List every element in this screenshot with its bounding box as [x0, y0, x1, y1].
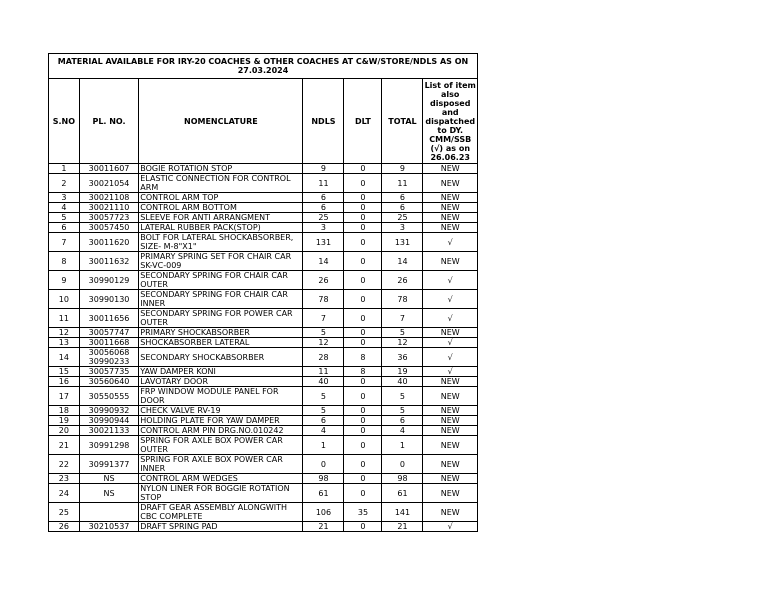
cell-ndls: 0 — [303, 455, 344, 474]
table-row — [49, 174, 478, 193]
cell-total: 0 — [382, 455, 423, 474]
cell-ndls: 78 — [303, 290, 344, 309]
cell-nomenclature: NYLON LINER FOR BOGGIE ROTATION STOP — [139, 484, 303, 503]
cell-ndls: 40 — [303, 377, 344, 387]
cell-ndls: 9 — [303, 164, 344, 174]
cell-total: 25 — [382, 213, 423, 223]
cell-sno: 19 — [49, 416, 80, 426]
material-table — [48, 53, 478, 532]
cell-remark: NEW — [423, 436, 478, 455]
cell-dlt: 8 — [344, 367, 382, 377]
cell-remark: √ — [423, 290, 478, 309]
cell-remark: NEW — [423, 503, 478, 522]
cell-remark: NEW — [423, 252, 478, 271]
cell-plno: 30021108 — [79, 193, 139, 203]
table-row — [49, 522, 478, 532]
table-row — [49, 328, 478, 338]
cell-plno: 30021054 — [79, 174, 139, 193]
cell-ndls: 25 — [303, 213, 344, 223]
table-row — [49, 271, 478, 290]
cell-nomenclature: CONTROL ARM PIN DRG.NO.010242 — [139, 426, 303, 436]
cell-remark: √ — [423, 348, 478, 367]
cell-total: 36 — [382, 348, 423, 367]
table-row — [49, 455, 478, 474]
cell-nomenclature: SPRING FOR AXLE BOX POWER CAR OUTER — [139, 436, 303, 455]
cell-nomenclature: SPRING FOR AXLE BOX POWER CAR INNER — [139, 455, 303, 474]
table-row — [49, 338, 478, 348]
cell-nomenclature: BOGIE ROTATION STOP — [139, 164, 303, 174]
cell-sno: 21 — [49, 436, 80, 455]
table-row — [49, 193, 478, 203]
cell-dlt: 0 — [344, 522, 382, 532]
cell-sno: 3 — [49, 193, 80, 203]
cell-total: 5 — [382, 406, 423, 416]
table-row — [49, 387, 478, 406]
cell-total: 6 — [382, 203, 423, 213]
cell-sno: 1 — [49, 164, 80, 174]
cell-nomenclature: SECONDARY SPRING FOR CHAIR CAR OUTER — [139, 271, 303, 290]
cell-total: 78 — [382, 290, 423, 309]
cell-nomenclature: PRIMARY SHOCKABSORBER — [139, 328, 303, 338]
cell-remark: NEW — [423, 387, 478, 406]
table-body — [49, 164, 478, 532]
cell-plno: 30990932 — [79, 406, 139, 416]
cell-nomenclature: CONTROL ARM TOP — [139, 193, 303, 203]
cell-ndls: 6 — [303, 416, 344, 426]
cell-sno: 14 — [49, 348, 80, 367]
cell-total: 14 — [382, 252, 423, 271]
cell-dlt: 0 — [344, 213, 382, 223]
cell-ndls: 12 — [303, 338, 344, 348]
cell-dlt: 0 — [344, 338, 382, 348]
cell-ndls: 61 — [303, 484, 344, 503]
cell-sno: 24 — [49, 484, 80, 503]
cell-sno: 9 — [49, 271, 80, 290]
cell-dlt: 0 — [344, 193, 382, 203]
cell-nomenclature: CONTROL ARM BOTTOM — [139, 203, 303, 213]
header-dlt: DLT — [344, 79, 382, 164]
cell-nomenclature: CONTROL ARM WEDGES — [139, 474, 303, 484]
cell-remark: NEW — [423, 174, 478, 193]
header-sno: S.NO — [49, 79, 80, 164]
cell-plno: 30021133 — [79, 426, 139, 436]
cell-dlt: 0 — [344, 426, 382, 436]
cell-ndls: 4 — [303, 426, 344, 436]
cell-sno: 5 — [49, 213, 80, 223]
cell-nomenclature: SHOCKABSORBER LATERAL — [139, 338, 303, 348]
cell-sno: 20 — [49, 426, 80, 436]
table-row — [49, 503, 478, 522]
cell-dlt: 0 — [344, 290, 382, 309]
cell-sno: 16 — [49, 377, 80, 387]
cell-plno: NS — [79, 474, 139, 484]
table-row — [49, 377, 478, 387]
table-row — [49, 426, 478, 436]
cell-ndls: 6 — [303, 193, 344, 203]
cell-plno: 30011607 — [79, 164, 139, 174]
cell-nomenclature: DRAFT SPRING PAD — [139, 522, 303, 532]
cell-ndls: 1 — [303, 436, 344, 455]
header-total: TOTAL — [382, 79, 423, 164]
cell-total: 131 — [382, 233, 423, 252]
cell-plno: 30990944 — [79, 416, 139, 426]
cell-remark: √ — [423, 271, 478, 290]
cell-sno: 10 — [49, 290, 80, 309]
cell-remark: √ — [423, 233, 478, 252]
table-row — [49, 406, 478, 416]
cell-total: 98 — [382, 474, 423, 484]
cell-dlt: 0 — [344, 484, 382, 503]
cell-total: 141 — [382, 503, 423, 522]
cell-remark: √ — [423, 338, 478, 348]
cell-sno: 17 — [49, 387, 80, 406]
cell-nomenclature: LAVOTARY DOOR — [139, 377, 303, 387]
cell-remark: NEW — [423, 164, 478, 174]
cell-sno: 4 — [49, 203, 80, 213]
cell-remark: NEW — [423, 203, 478, 213]
cell-dlt: 0 — [344, 328, 382, 338]
cell-dlt: 35 — [344, 503, 382, 522]
cell-total: 9 — [382, 164, 423, 174]
cell-total: 19 — [382, 367, 423, 377]
cell-dlt: 0 — [344, 436, 382, 455]
cell-plno: 30057723 — [79, 213, 139, 223]
cell-nomenclature: LATERAL RUBBER PACK(STOP) — [139, 223, 303, 233]
cell-dlt: 0 — [344, 252, 382, 271]
cell-total: 12 — [382, 338, 423, 348]
cell-dlt: 0 — [344, 233, 382, 252]
cell-sno: 22 — [49, 455, 80, 474]
table-row — [49, 367, 478, 377]
cell-nomenclature: SECONDARY SPRING FOR CHAIR CAR INNER — [139, 290, 303, 309]
cell-plno: NS — [79, 484, 139, 503]
cell-plno: 30990129 — [79, 271, 139, 290]
cell-sno: 7 — [49, 233, 80, 252]
cell-ndls: 131 — [303, 233, 344, 252]
cell-total: 7 — [382, 309, 423, 328]
table-row — [49, 290, 478, 309]
cell-total: 1 — [382, 436, 423, 455]
cell-sno: 12 — [49, 328, 80, 338]
cell-remark: NEW — [423, 213, 478, 223]
table-row — [49, 213, 478, 223]
table-row — [49, 164, 478, 174]
cell-dlt: 8 — [344, 348, 382, 367]
cell-nomenclature: FRP WINDOW MODULE PANEL FOR DOOR — [139, 387, 303, 406]
cell-sno: 2 — [49, 174, 80, 193]
cell-dlt: 0 — [344, 309, 382, 328]
table-row — [49, 484, 478, 503]
cell-sno: 13 — [49, 338, 80, 348]
cell-ndls: 6 — [303, 203, 344, 213]
cell-ndls: 11 — [303, 174, 344, 193]
cell-ndls: 5 — [303, 328, 344, 338]
cell-sno: 18 — [49, 406, 80, 416]
header-nomenclature: NOMENCLATURE — [139, 79, 303, 164]
cell-total: 5 — [382, 387, 423, 406]
table-row — [49, 203, 478, 213]
header-ndls: NDLS — [303, 79, 344, 164]
cell-dlt: 0 — [344, 416, 382, 426]
cell-nomenclature: SECONDARY SPRING FOR POWER CAR OUTER — [139, 309, 303, 328]
cell-plno: 30057735 — [79, 367, 139, 377]
header-plno: PL. NO. — [79, 79, 139, 164]
cell-nomenclature: PRIMARY SPRING SET FOR CHAIR CAR SK-VC-009 — [139, 252, 303, 271]
cell-plno: 30056068 30990233 — [79, 348, 139, 367]
cell-nomenclature: HOLDING PLATE FOR YAW DAMPER — [139, 416, 303, 426]
cell-dlt: 0 — [344, 377, 382, 387]
cell-nomenclature: SECONDARY SHOCKABSORBER — [139, 348, 303, 367]
cell-total: 40 — [382, 377, 423, 387]
table-row — [49, 348, 478, 367]
cell-remark: NEW — [423, 484, 478, 503]
cell-ndls: 28 — [303, 348, 344, 367]
cell-plno: 30011668 — [79, 338, 139, 348]
cell-remark: NEW — [423, 328, 478, 338]
cell-remark: NEW — [423, 193, 478, 203]
cell-dlt: 0 — [344, 223, 382, 233]
cell-dlt: 0 — [344, 406, 382, 416]
cell-plno: 30560640 — [79, 377, 139, 387]
cell-nomenclature: DRAFT GEAR ASSEMBLY ALONGWITH CBC COMPLETE — [139, 503, 303, 522]
cell-nomenclature: YAW DAMPER KONI — [139, 367, 303, 377]
cell-remark: √ — [423, 367, 478, 377]
cell-remark: NEW — [423, 223, 478, 233]
cell-nomenclature: CHECK VALVE RV-19 — [139, 406, 303, 416]
cell-total: 11 — [382, 174, 423, 193]
cell-plno: 30011656 — [79, 309, 139, 328]
table-row — [49, 416, 478, 426]
cell-plno: 30057747 — [79, 328, 139, 338]
cell-total: 5 — [382, 328, 423, 338]
table-row — [49, 309, 478, 328]
header-remarks-text: List of item also disposed and dispatched to DY. CMM/SSB (√) as on 26.06.23 — [424, 80, 476, 162]
cell-dlt: 0 — [344, 271, 382, 290]
cell-ndls: 26 — [303, 271, 344, 290]
cell-sno: 15 — [49, 367, 80, 377]
cell-plno — [79, 503, 139, 522]
cell-sno: 8 — [49, 252, 80, 271]
cell-plno: 30991377 — [79, 455, 139, 474]
cell-ndls: 106 — [303, 503, 344, 522]
cell-dlt: 0 — [344, 455, 382, 474]
cell-total: 26 — [382, 271, 423, 290]
cell-sno: 23 — [49, 474, 80, 484]
cell-plno: 30057450 — [79, 223, 139, 233]
table-row — [49, 252, 478, 271]
cell-remark: NEW — [423, 474, 478, 484]
cell-nomenclature: ELASTIC CONNECTION FOR CONTROL ARM — [139, 174, 303, 193]
cell-sno: 25 — [49, 503, 80, 522]
cell-remark: NEW — [423, 455, 478, 474]
cell-nomenclature: SLEEVE FOR ANTI ARRANGMENT — [139, 213, 303, 223]
cell-nomenclature: BOLT FOR LATERAL SHOCKABSORBER, SIZE- M-8"X1" — [139, 233, 303, 252]
cell-dlt: 0 — [344, 164, 382, 174]
cell-remark: NEW — [423, 406, 478, 416]
table-row — [49, 223, 478, 233]
cell-total: 4 — [382, 426, 423, 436]
cell-ndls: 21 — [303, 522, 344, 532]
cell-sno: 26 — [49, 522, 80, 532]
cell-total: 6 — [382, 193, 423, 203]
cell-plno: 30011632 — [79, 252, 139, 271]
cell-plno: 30210537 — [79, 522, 139, 532]
cell-plno: 30021110 — [79, 203, 139, 213]
cell-sno: 6 — [49, 223, 80, 233]
cell-sno: 11 — [49, 309, 80, 328]
cell-ndls: 7 — [303, 309, 344, 328]
cell-remark: √ — [423, 522, 478, 532]
cell-plno: 30991298 — [79, 436, 139, 455]
cell-ndls: 98 — [303, 474, 344, 484]
cell-remark: NEW — [423, 377, 478, 387]
header-remarks — [423, 79, 478, 164]
cell-ndls: 11 — [303, 367, 344, 377]
cell-remark: NEW — [423, 426, 478, 436]
cell-dlt: 0 — [344, 474, 382, 484]
cell-total: 6 — [382, 416, 423, 426]
cell-plno: 30990130 — [79, 290, 139, 309]
cell-total: 3 — [382, 223, 423, 233]
cell-total: 21 — [382, 522, 423, 532]
cell-plno: 30550555 — [79, 387, 139, 406]
table-row — [49, 474, 478, 484]
cell-ndls: 14 — [303, 252, 344, 271]
cell-dlt: 0 — [344, 174, 382, 193]
cell-dlt: 0 — [344, 203, 382, 213]
cell-dlt: 0 — [344, 387, 382, 406]
table-row — [49, 436, 478, 455]
cell-ndls: 5 — [303, 387, 344, 406]
cell-ndls: 3 — [303, 223, 344, 233]
table-row — [49, 233, 478, 252]
cell-remark: √ — [423, 309, 478, 328]
cell-remark: NEW — [423, 416, 478, 426]
cell-total: 61 — [382, 484, 423, 503]
table-title: MATERIAL AVAILABLE FOR IRY-20 COACHES & OTHER COACHES AT C&W/STORE/NDLS AS ON 27.03.2024 — [49, 54, 478, 79]
cell-ndls: 5 — [303, 406, 344, 416]
cell-plno: 30011620 — [79, 233, 139, 252]
